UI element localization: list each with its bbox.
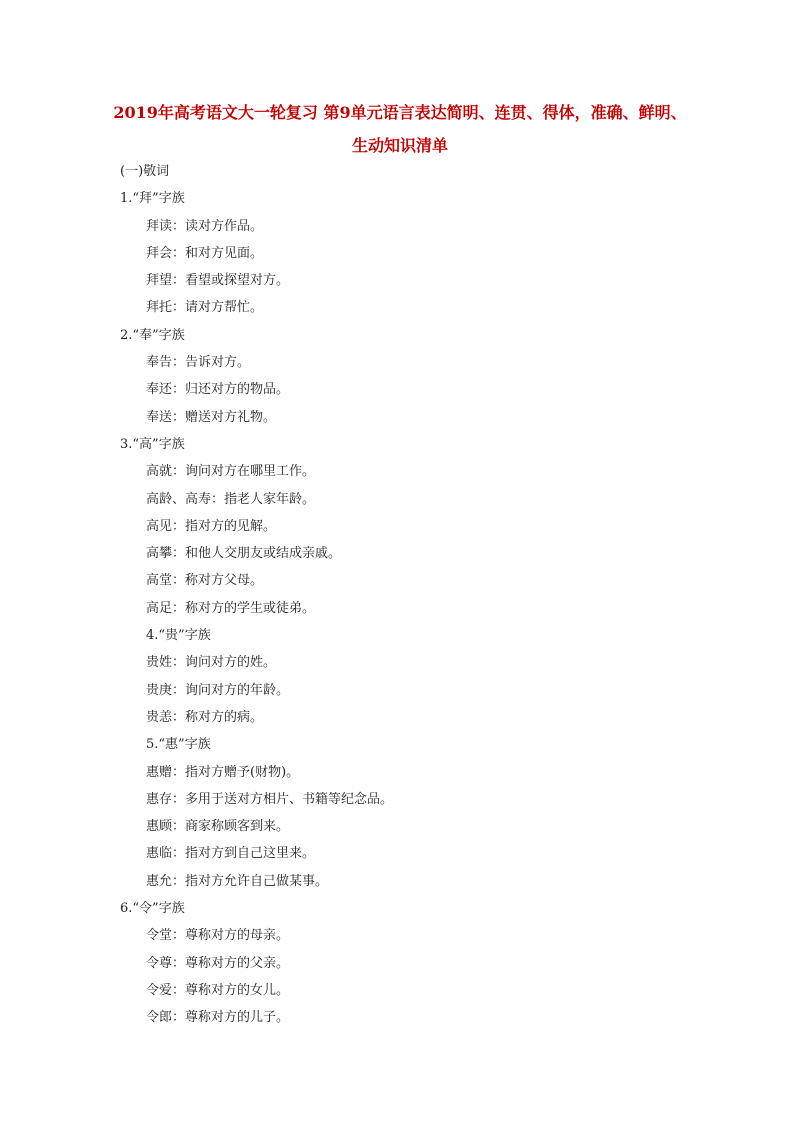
list-item: 高攀：和他人交朋友或结成亲戚。 [146, 546, 342, 562]
list-item: 令郎：尊称对方的儿子。 [146, 1010, 290, 1026]
list-item: 贵恙：称对方的病。 [146, 709, 264, 725]
list-item: 令爱：尊称对方的女儿。 [146, 982, 290, 998]
list-item: 拜读：读对方作品。 [146, 218, 264, 234]
list-item: 高足：称对方的学生或徒弟。 [146, 600, 316, 616]
list-item: 奉送：赠送对方礼物。 [146, 409, 277, 425]
section-heading: 1.“拜”字族 [120, 191, 185, 207]
list-item: 惠顾：商家称顾客到来。 [146, 819, 290, 835]
list-item: 高堂：称对方父母。 [146, 573, 264, 589]
document-body [120, 162, 700, 1036]
list-item: 惠临：指对方到自己这里来。 [146, 846, 316, 862]
list-item: 惠存：多用于送对方相片、书籍等纪念品。 [146, 791, 394, 807]
list-item: 高见：指对方的见解。 [146, 518, 277, 534]
list-item: 拜望：看望或探望对方。 [146, 273, 290, 289]
list-item: 奉还：归还对方的物品。 [146, 382, 290, 398]
list-item: 贵庚：询问对方的年龄。 [146, 682, 290, 698]
list-item: 令堂：尊称对方的母亲。 [146, 928, 290, 944]
list-item: 奉告：告诉对方。 [146, 355, 251, 371]
list-item: 4.“贵”字族 [146, 628, 211, 644]
section-heading: 2.“奉”字族 [120, 327, 185, 343]
list-item: 惠允：指对方允许自己做某事。 [146, 873, 329, 889]
section-heading: 6.“令”字族 [120, 901, 185, 917]
list-item: 令尊：尊称对方的父亲。 [146, 955, 290, 971]
list-item: 高就：询问对方在哪里工作。 [146, 464, 316, 480]
section-heading: (一)敬词 [120, 164, 170, 179]
list-item: 5.“惠”字族 [146, 737, 211, 753]
section-heading: 3.“高”字族 [120, 436, 185, 452]
list-item: 拜托：请对方帮忙。 [146, 300, 264, 316]
list-item: 惠赠：指对方赠予(财物)。 [146, 764, 300, 780]
list-item: 贵姓：询问对方的姓。 [146, 655, 277, 671]
list-item: 拜会：和对方见面。 [146, 245, 264, 261]
list-item: 高龄、高寿：指老人家年龄。 [146, 491, 316, 507]
document-title: 2019年高考语文大一轮复习 第9单元语言表达简明、连贯、得体，准确、鲜明、生动知识清单 [113, 103, 687, 155]
